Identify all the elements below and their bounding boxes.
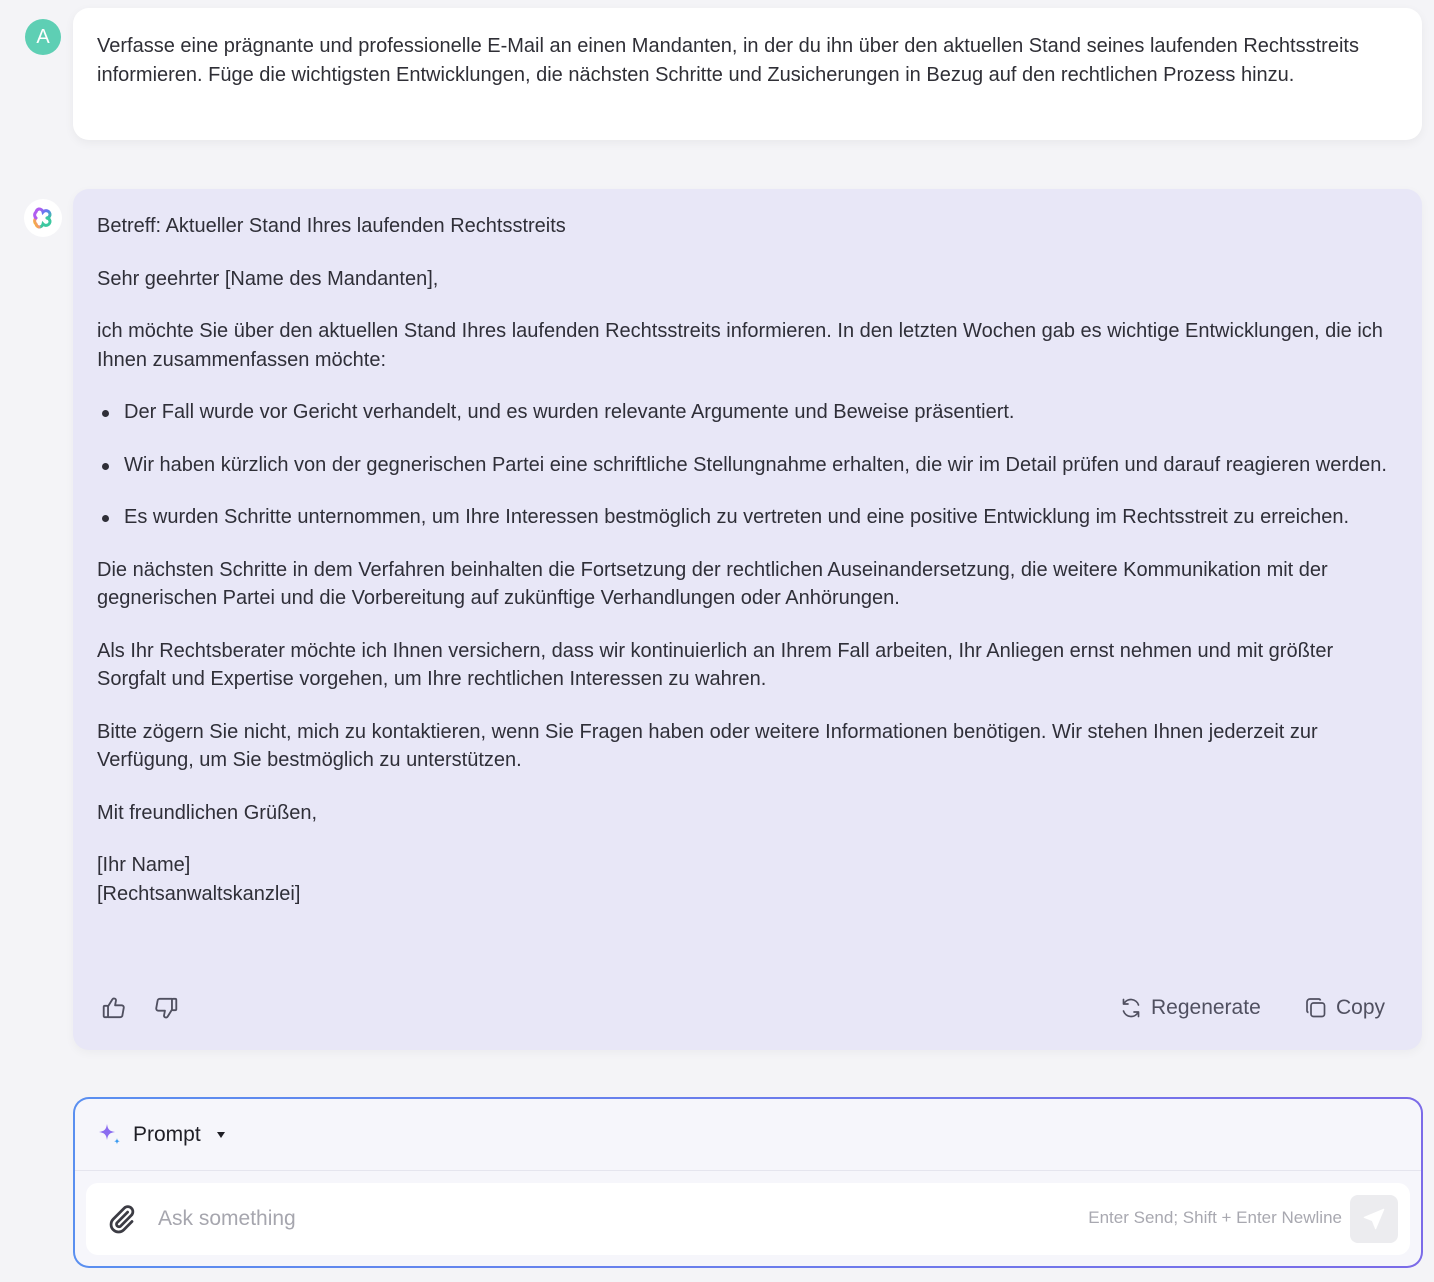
email-signature-name: [Ihr Name] xyxy=(97,854,191,876)
ai-avatar xyxy=(24,199,62,237)
developments-list xyxy=(97,398,1407,532)
send-icon xyxy=(1361,1206,1387,1232)
regenerate-icon xyxy=(1119,996,1143,1020)
list-item: Es wurden Schritte unternommen, um Ihre Interessen bestmöglich zu vertreten und eine positive Entwicklung im Rechtsstreit zu erreichen. xyxy=(97,503,1407,532)
thumbs-up-button[interactable] xyxy=(98,992,130,1024)
email-closing: Mit freundlichen Grüßen, xyxy=(97,801,318,824)
user-avatar-letter: A xyxy=(36,25,50,48)
composer xyxy=(73,1097,1423,1268)
send-button[interactable] xyxy=(1350,1195,1398,1243)
email-assurance: Als Ihr Rechtsberater möchte ich Ihnen versichern, dass wir kontinuierlich an Ihrem Fall arbeiten, Ihr Anliegen ernst nehmen und mit größter Sorgfalt und Expertise vorgehen, um Ihre rechtlichen Interessen zu wahren. xyxy=(97,639,1334,690)
message-actions xyxy=(73,989,1422,1029)
user-message-text: Verfasse eine prägnante und professionelle E-Mail an einen Mandanten, in der du ihn über den aktuellen Stand seines laufenden Rechtsstreits informieren. Füge die wichtigsten Entwicklungen, die nächsten Schritte und Zusicherungen in Bezug auf den rechtlichen Prozess hinzu. xyxy=(97,35,1359,86)
composer-divider xyxy=(75,1170,1421,1171)
attach-button[interactable] xyxy=(106,1203,138,1235)
email-contact: Bitte zögern Sie nicht, mich zu kontaktieren, wenn Sie Fragen haben oder weitere Informationen benötigen. Wir stehen Ihnen jederzeit zur Verfügung, um Sie bestmöglich zu unterstützen. xyxy=(97,720,1318,771)
prompt-mode-label: Prompt xyxy=(133,1123,201,1146)
sparkle-icon xyxy=(97,1122,123,1148)
ask-input[interactable] xyxy=(158,1201,958,1237)
ai-logo-icon xyxy=(31,206,55,230)
user-avatar xyxy=(25,19,61,55)
regenerate-button[interactable] xyxy=(1119,992,1261,1024)
copy-button[interactable] xyxy=(1304,992,1385,1024)
regenerate-label: Regenerate xyxy=(1151,996,1261,1019)
email-signature-firm: [Rechtsanwaltskanzlei] xyxy=(97,882,301,905)
email-subject: Betreff: Aktueller Stand Ihres laufenden Rechtsstreits xyxy=(97,215,566,237)
prompt-mode-dropdown[interactable] xyxy=(97,1119,225,1151)
ai-message-bubble xyxy=(73,189,1422,1050)
thumbs-up-icon xyxy=(101,995,127,1021)
ai-message-content xyxy=(97,212,1407,908)
input-box xyxy=(86,1183,1410,1255)
list-item: Der Fall wurde vor Gericht verhandelt, und es wurden relevante Argumente und Beweise präsentiert. xyxy=(97,398,1407,427)
paperclip-icon xyxy=(107,1204,137,1234)
copy-label: Copy xyxy=(1336,996,1386,1019)
list-item: Wir haben kürzlich von der gegnerischen Partei eine schriftliche Stellungnahme erhalten, die wir im Detail prüfen und darauf reagieren werden. xyxy=(97,451,1407,480)
thumbs-down-icon xyxy=(153,995,179,1021)
chevron-down-icon xyxy=(217,1132,225,1138)
keyboard-hint: Enter Send; Shift + Enter Newline xyxy=(1088,1208,1342,1227)
thumbs-down-button[interactable] xyxy=(150,992,182,1024)
email-intro: ich möchte Sie über den aktuellen Stand Ihres laufenden Rechtsstreits informieren. In den letzten Wochen gab es wichtige Entwicklungen, die ich Ihnen zusammenfassen möchte: xyxy=(97,320,1383,371)
composer-inner xyxy=(75,1099,1421,1266)
copy-icon xyxy=(1304,996,1328,1020)
user-message-bubble xyxy=(73,8,1422,140)
email-greeting: Sehr geehrter [Name des Mandanten], xyxy=(97,267,439,290)
email-next-steps: Die nächsten Schritte in dem Verfahren beinhalten die Fortsetzung der rechtlichen Auseinandersetzung, die weitere Kommunikation mit der gegnerischen Partei und die Vorbereitung auf zukünftige Verhandlungen oder Anhörungen. xyxy=(97,558,1328,609)
